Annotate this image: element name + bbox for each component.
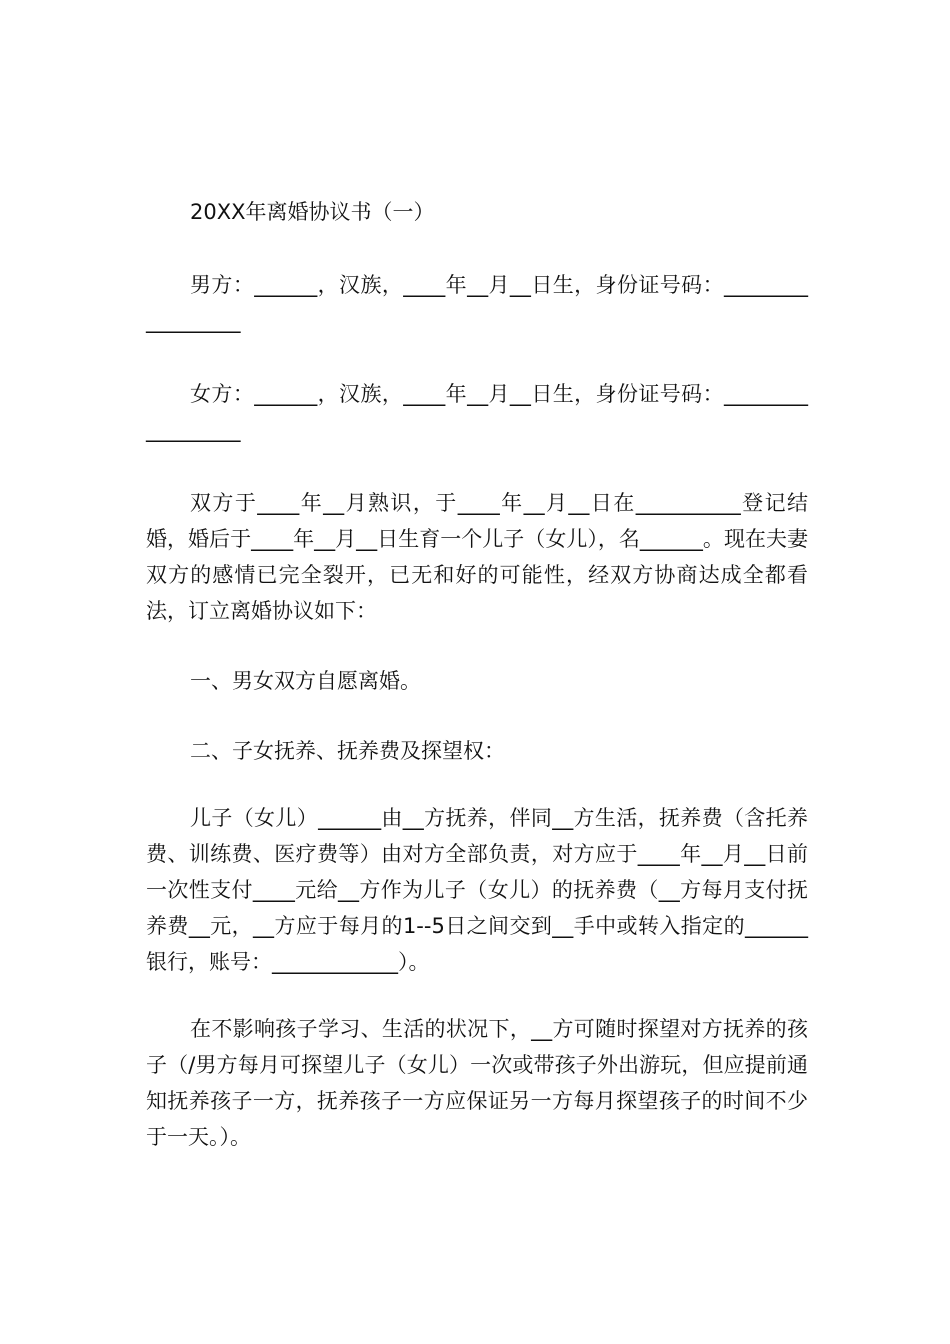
clause-child-custody-heading: 二、子女抚养、抚养费及探望权： [190,739,505,763]
paragraph-visitation-rights: 在不影响孩子学习、生活的状况下，__方可随时探望对方抚养的孩子（/男方每月可探望儿子（女儿）一次或带孩子外出游玩，但应提前通知抚养孩子一方，抚养孩子一方应保证另一方每月探望孩子的时间不少于一天。）。 [146,1017,808,1149]
paragraph-marriage-background: 双方于____年__月熟识，于____年__月__日在__________登记结婚，婚后于____年__月__日生育一个儿子（女儿），名______。现在夫妻双方的感情已完全裂开，已无和好的可能性，经双方协商达成全都看法，订立离婚协议如下： [146,491,808,623]
paragraph-child-support: 儿子（女儿）______由__方抚养，伴同__方生活，抚养费（含托养费、训练费、医疗费等）由对方全部负责，对方应于____年__月__日前一次性支付____元给__方作为儿子（女儿）的抚养费（__方每月支付抚养费__元，__方应于每月的1--5日之间交到__手中或转入指定的______银行，账号：____________）。 [146,806,808,974]
document-body [146,194,808,1155]
paragraph-female-party: 女方：______，汉族，____年__月__日生，身份证号码：_________________ [146,382,808,442]
clause-voluntary-divorce: 一、男女双方自愿离婚。 [190,669,421,693]
document-title: 20XX年离婚协议书（一） [190,200,435,224]
paragraph-male-party: 男方：______，汉族，____年__月__日生，身份证号码：_________________ [146,273,808,333]
